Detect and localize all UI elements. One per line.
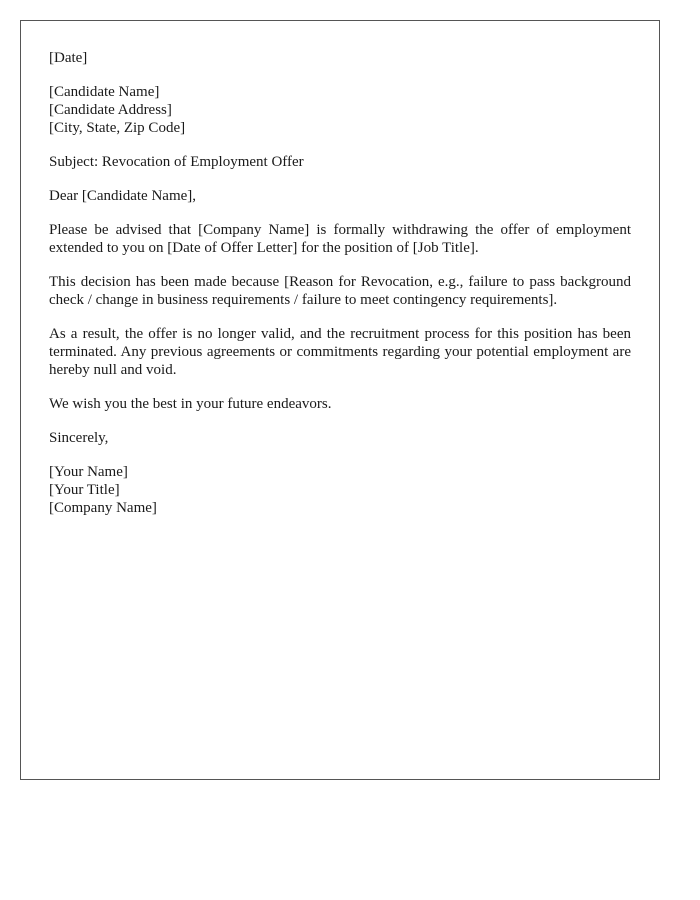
letter-page bbox=[20, 20, 660, 780]
recipient-address: [Candidate Address] bbox=[49, 102, 172, 118]
recipient-city-state-zip: [City, State, Zip Code] bbox=[49, 120, 186, 136]
body-paragraph-reason: This decision has been made because [Reason for Revocation, e.g., failure to pass background check / change in business requirements / failure to meet contingency requirements]. bbox=[49, 274, 631, 308]
signature-company: [Company Name] bbox=[49, 500, 157, 516]
body-paragraph-result: As a result, the offer is no longer valid, and the recruitment process for this position has been terminated. Any previous agreements or commitments regarding your potential employment are hereby null and void. bbox=[49, 326, 631, 378]
letter-subject: Subject: Revocation of Employment Offer bbox=[49, 154, 304, 170]
body-paragraph-withdrawal: Please be advised that [Company Name] is formally withdrawing the offer of employment extended to you on [Date of Offer Letter] for the position of [Job Title]. bbox=[49, 222, 631, 256]
letter-date: [Date] bbox=[49, 50, 88, 66]
recipient-block bbox=[49, 83, 631, 137]
signature-title: [Your Title] bbox=[49, 482, 120, 498]
letter-closing: Sincerely, bbox=[49, 430, 109, 446]
recipient-name: [Candidate Name] bbox=[49, 84, 160, 100]
body-paragraph-wishes: We wish you the best in your future endeavors. bbox=[49, 396, 332, 412]
letter-salutation: Dear [Candidate Name], bbox=[49, 188, 197, 204]
signature-name: [Your Name] bbox=[49, 464, 128, 480]
signature-block bbox=[49, 463, 631, 517]
